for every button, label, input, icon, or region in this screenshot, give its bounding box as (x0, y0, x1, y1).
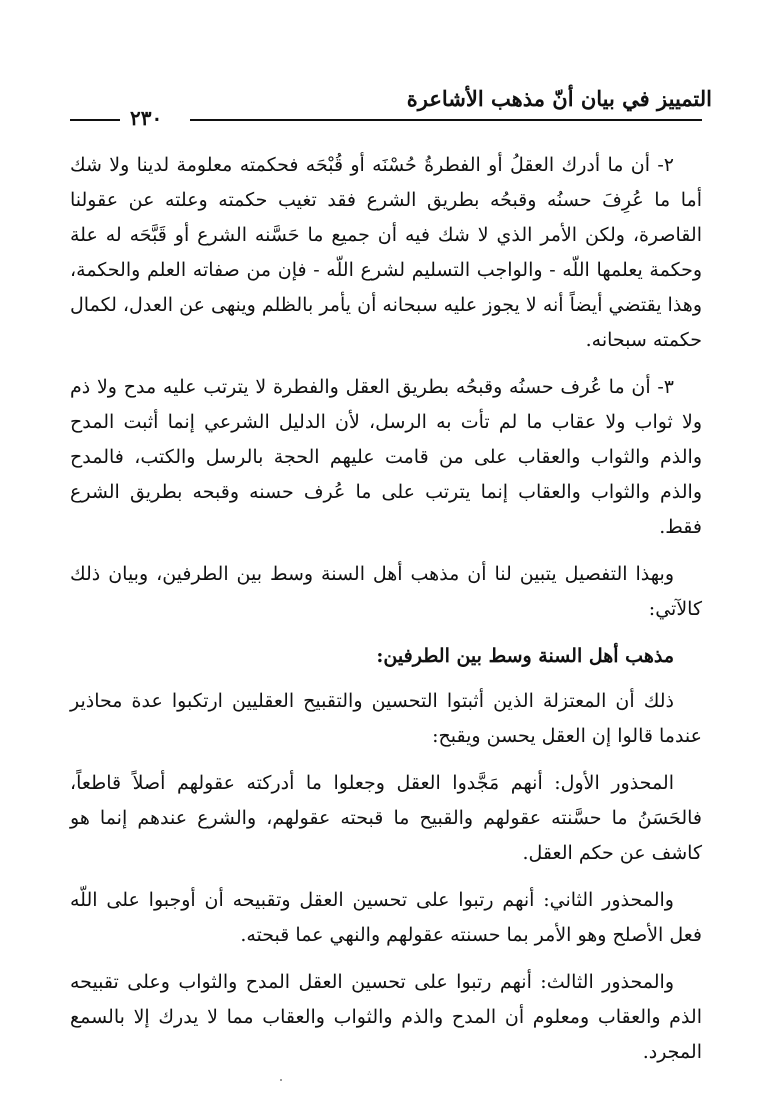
header-rule-left (70, 119, 120, 121)
section-heading: مذهب أهل السنة وسط بين الطرفين: (376, 645, 674, 667)
footer-dot (280, 1079, 282, 1081)
page-number: ٢٣٠ (130, 106, 163, 130)
intro-paragraph: ذلك أن المعتزلة الذين أثبتوا التحسين والتقبيح العقليين ارتكبوا عدة محاذير عندما قالوا إن العقل يحسن ويقبح: (70, 690, 702, 747)
second-caveat-paragraph: والمحذور الثاني: أنهم رتبوا على تحسين العقل وتقبيحه أن أوجبوا على اللّه فعل الأصلح وهو الأمر بما حسنته عقولهم والنهي عما قبحته. (70, 889, 702, 946)
summary-paragraph: وبهذا التفصيل يتبين لنا أن مذهب أهل السنة وسط بين الطرفين، وبيان ذلك كالآتي: (70, 563, 702, 620)
third-caveat-paragraph: والمحذور الثالث: أنهم رتبوا على تحسين العقل المدح والثواب وعلى تقبيحه الذم والعقاب ومعلوم أن المدح والذم والثواب والعقاب مما لا يدرك إلا بالسمع المجرد. (70, 971, 702, 1063)
running-title: التمييز في بيان أنّ مذهب الأشاعرة (406, 86, 712, 111)
point-2-paragraph: ٢- أن ما أدرك العقلُ أو الفطرةُ حُسْنَه أو قُبْحَه فحكمته معلومة لدينا ولا شك أما ما عُرِفَ حسنُه وقبحُه بطريق الشرع فقد تغيب حكمته وعلته عن عقولنا القاصرة، ولكن الأمر الذي لا شك فيه أن جميع ما حَسَّنه الشرع أو قَبَّحَه له علة وحكمة يعلمها اللّه - والواجب التسليم لشرع اللّه - فإن من صفاته العلم والحكمة، وهذا يقتضي أيضاً أنه لا يجوز عليه سبحانه أن يأمر بالظلم وينهى عن العدل، لكمال حكمته سبحانه. (70, 154, 702, 351)
header-rule-right (190, 119, 702, 121)
first-caveat-paragraph: المحذور الأول: أنهم مَجَّدوا العقل وجعلوا ما أدركته عقولهم أصلاً قاطعاً، فالحَسَنُ ما حسَّنته عقولهم والقبيح ما قبحته عقولهم، والشرع عندهم إنما هو كاشف عن حكم العقل. (70, 772, 702, 864)
point-3-paragraph: ٣- أن ما عُرف حسنُه وقبحُه بطريق العقل والفطرة لا يترتب عليه مدح ولا ذم ولا ثواب ولا عقاب ما لم تأت به الرسل، لأن الدليل الشرعي إنما أثبت المدح والذم والثواب والعقاب على من قامت عليهم الحجة بالرسل والكتب، فالمدح والذم والثواب والعقاب إنما يترتب على ما عُرف حسنه وقبحه بطريق الشرع فقط. (70, 376, 702, 538)
page-body (70, 148, 702, 1082)
